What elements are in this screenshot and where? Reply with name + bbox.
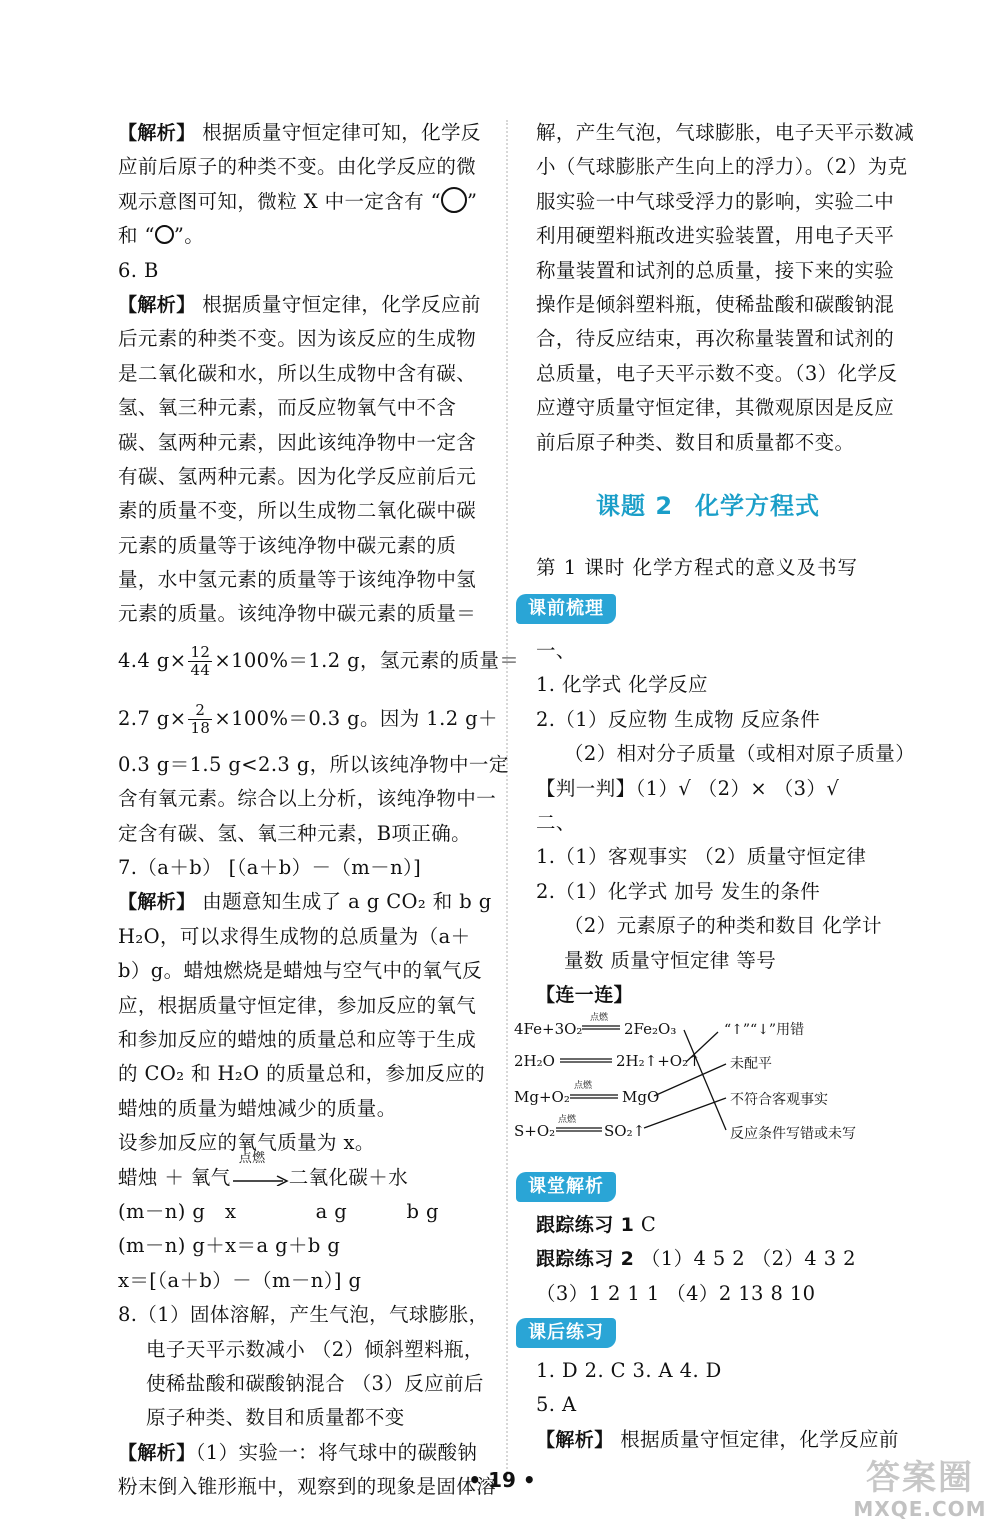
- text-line: 服实验一中气球受浮力的影响，实验二中: [536, 189, 895, 213]
- section-heading: 第 1 课时 化学方程式的意义及书写: [536, 556, 859, 579]
- formula-carbon: 4.4 g× $\frac{12}{44}$ ×100%＝1.2 g，氢元素的质量＝: [118, 642, 520, 679]
- after-class-answers: [536, 1354, 976, 1457]
- condition-label: 点燃: [574, 1081, 593, 1091]
- text-line: 定含有碳、氢、氧三种元素，B项正确。: [118, 821, 472, 845]
- answer-8: 8.（1）固体溶解，产生气泡，气球膨胀，: [118, 1303, 489, 1327]
- text-line: 称量装置和试剂的总质量，接下来的实验: [536, 258, 895, 282]
- text-line: 和 “ ”。: [118, 224, 205, 248]
- text-line: 2.（1）反应物 生成物 反应条件: [536, 707, 821, 731]
- left-column: [118, 116, 558, 1504]
- text-line: H₂O，可以求得生成物的总质量为（a＋: [118, 924, 471, 948]
- text-line: 5. A: [536, 1393, 577, 1417]
- lesson-title: 课题 2 化学方程式: [596, 492, 821, 520]
- text-line: 元素的质量。该纯净物中碳元素的质量＝: [118, 602, 477, 626]
- text-line: 后元素的种类不变。因为该反应的生成物: [118, 327, 477, 351]
- text-line: 应，根据质量守恒定律，参加反应的氧气: [118, 993, 477, 1017]
- equation-left: 4Fe+3O₂: [514, 1020, 583, 1038]
- equation-row: x＝[（a＋b）－（m－n）] g: [118, 1268, 362, 1292]
- text-line: 氢、氧三种元素，而反应物氧气中不含: [118, 396, 457, 420]
- text-line: 量，水中氢元素的质量等于该纯净物中氢: [118, 568, 477, 592]
- badge-in-class: 课堂解析: [516, 1172, 616, 1202]
- text-line: 量数 质量守恒定律 等号: [564, 948, 777, 972]
- text-line: 1. 化学式 化学反应: [536, 673, 708, 697]
- equation-left: S+O₂: [514, 1122, 556, 1140]
- answer-7: 7.（a＋b） [（a＋b）－（m－n）]: [118, 856, 422, 880]
- equation-product: MgO: [622, 1088, 660, 1106]
- text-line: 前后原子种类、数目和质量都不变。: [536, 430, 855, 454]
- text-line: （2）相对分子质量（或相对原子质量）: [564, 742, 916, 766]
- fraction: $\frac{2}{18}$: [190, 700, 211, 737]
- condition-label: 点燃: [558, 1115, 577, 1125]
- text-line: 利用硬塑料瓶改进实验装置，用电子天平: [536, 224, 895, 248]
- tracking-2: 跟踪练习 2 （1）4 5 2 （2）4 3 2: [536, 1247, 856, 1271]
- error-type: “↑”“↓”用错: [724, 1022, 805, 1038]
- text-line: 原子种类、数目和质量都不变: [146, 1406, 405, 1430]
- large-atom-icon: [441, 187, 467, 213]
- text-line: 【解析】 根据质量守恒定律，化学反应前: [536, 1427, 899, 1451]
- text-line: 粉末倒入锥形瓶中，观察到的现象是固体溶: [118, 1475, 497, 1499]
- text-line: 的 CO₂ 和 H₂O 的质量总和，参加反应的: [118, 1062, 486, 1086]
- text-line: b）g。蜡烛燃烧是蜡烛与空气中的氧气反: [118, 959, 483, 983]
- text-line: 【解析】（1）实验一：将气球中的碳酸钠: [118, 1440, 478, 1464]
- right-column: [536, 116, 968, 460]
- error-type: 不符合客观事实: [730, 1092, 828, 1108]
- equation-product: SO₂↑: [604, 1122, 646, 1140]
- text-line: 和参加反应的蜡烛的质量总和应等于生成: [118, 1027, 477, 1051]
- text-line: 应前后原子的种类不变。由化学反应的微: [118, 155, 477, 179]
- text-line: 有碳、氢两种元素。因为化学反应前后元: [118, 464, 477, 488]
- analysis-tag: 【解析】: [118, 1441, 196, 1464]
- equation-product: 2H₂↑+O₂↑: [616, 1052, 701, 1070]
- text-line: 使稀盐酸和碳酸钠混合 （3）反应前后: [146, 1371, 484, 1395]
- equation-left: 2H₂O: [514, 1052, 555, 1070]
- analysis-tag: 【解析】: [536, 1428, 614, 1451]
- text-line: 应遵守质量守恒定律，其微观原因是反应: [536, 396, 895, 420]
- text-line: 操作是倾斜塑料瓶，使稀盐酸和碳酸钠混: [536, 292, 895, 316]
- text-line: 二、: [536, 810, 576, 834]
- text-line: 设参加反应的氧气质量为 x。: [118, 1131, 375, 1155]
- text-line: 总质量，电子天平示数不变。（3）化学反: [536, 361, 898, 385]
- reaction-arrow-icon: 点燃: [231, 1166, 289, 1186]
- text-line: 【解析】 根据质量守恒定律，化学反应前: [118, 292, 481, 316]
- text-line: 蜡烛的质量为蜡烛减少的质量。: [118, 1096, 397, 1120]
- fraction: $\frac{12}{44}$: [190, 642, 211, 679]
- equation-row: (m－n) g x a g b g: [118, 1199, 439, 1223]
- badge-after-class: 课后练习: [516, 1318, 616, 1348]
- analysis-tag: 【解析】: [118, 122, 196, 144]
- equation-product: 2Fe₂O₃: [624, 1020, 677, 1038]
- error-type: 未配平: [730, 1056, 772, 1072]
- text-line: （3）1 2 1 1 （4）2 13 8 10: [536, 1281, 816, 1305]
- formula-hydrogen: 2.7 g× $\frac{2}{18}$ ×100%＝0.3 g。因为 1.2 g＋: [118, 700, 498, 737]
- answer-6: 6. B: [118, 258, 159, 282]
- text-line: 2.（1）化学式 加号 发生的条件: [536, 879, 821, 903]
- condition-label: 点燃: [590, 1013, 609, 1023]
- matching-lines: [512, 1010, 902, 1150]
- watermark-text: 答案圈: [866, 1458, 974, 1498]
- text-line: 含有氧元素。综合以上分析，该纯净物中一: [118, 787, 497, 811]
- reaction-equation: 蜡烛 ＋ 氧气 点燃 二氧化碳＋水: [118, 1150, 409, 1189]
- text-line: 1.（1）客观事实 （2）质量守恒定律: [536, 845, 867, 869]
- text-line: 碳、氢两种元素，因此该纯净物中一定含: [118, 430, 477, 454]
- match-heading: 【连一连】: [536, 983, 634, 1006]
- tracking-1: 跟踪练习 1 C: [536, 1213, 657, 1236]
- text-line: 元素的质量等于该纯净物中碳元素的质: [118, 533, 457, 557]
- matching-diagram: [512, 1010, 902, 1154]
- in-class-answers: [536, 1208, 976, 1311]
- judge-line: 【判一判】（1）√ （2）× （3）√: [536, 776, 840, 800]
- text-line: 合，待反应结束，再次称量装置和试剂的: [536, 327, 895, 351]
- text-line: 1. D 2. C 3. A 4. D: [536, 1359, 722, 1382]
- text-line: 观示意图可知，微粒 X 中一定含有 “ ”: [118, 185, 558, 219]
- equation-left: Mg+O₂: [514, 1088, 570, 1106]
- text-line: （2）元素原子的种类和数目 化学计: [564, 914, 882, 938]
- page-number: • 19 •: [468, 1468, 536, 1492]
- equation-row: (m－n) g＋x＝a g＋b g: [118, 1234, 341, 1258]
- text-line: 电子天平示数减小 （2）倾斜塑料瓶，: [146, 1337, 484, 1361]
- text-line: 【解析】 根据质量守恒定律可知，化学反: [118, 121, 481, 144]
- text-line: 是二氧化碳和水，所以生成物中含有碳、: [118, 361, 477, 385]
- text-line: 【解析】 由题意知生成了 a g CO₂ 和 b g: [118, 890, 492, 914]
- text-line: 0.3 g＝1.5 g<2.3 g，所以该纯净物中一定: [118, 752, 509, 776]
- error-type: 反应条件写错或未写: [730, 1126, 856, 1142]
- text-line: 小（气球膨胀产生向上的浮力）。（2）为克: [536, 155, 908, 179]
- analysis-tag: 【解析】: [118, 293, 196, 316]
- text-line: 解，产生气泡，气球膨胀，电子天平示数减: [536, 121, 915, 144]
- watermark: [846, 1458, 994, 1528]
- badge-pre-class: 课前梳理: [516, 594, 616, 624]
- watermark-url: MXQE.COM: [853, 1497, 987, 1521]
- analysis-tag: 【解析】: [118, 891, 196, 914]
- small-atom-icon: [155, 225, 174, 244]
- text-line: 一、: [536, 639, 576, 662]
- text-line: 素的质量不变，所以生成物二氧化碳中碳: [118, 499, 477, 523]
- pre-class-answers: [536, 634, 976, 1012]
